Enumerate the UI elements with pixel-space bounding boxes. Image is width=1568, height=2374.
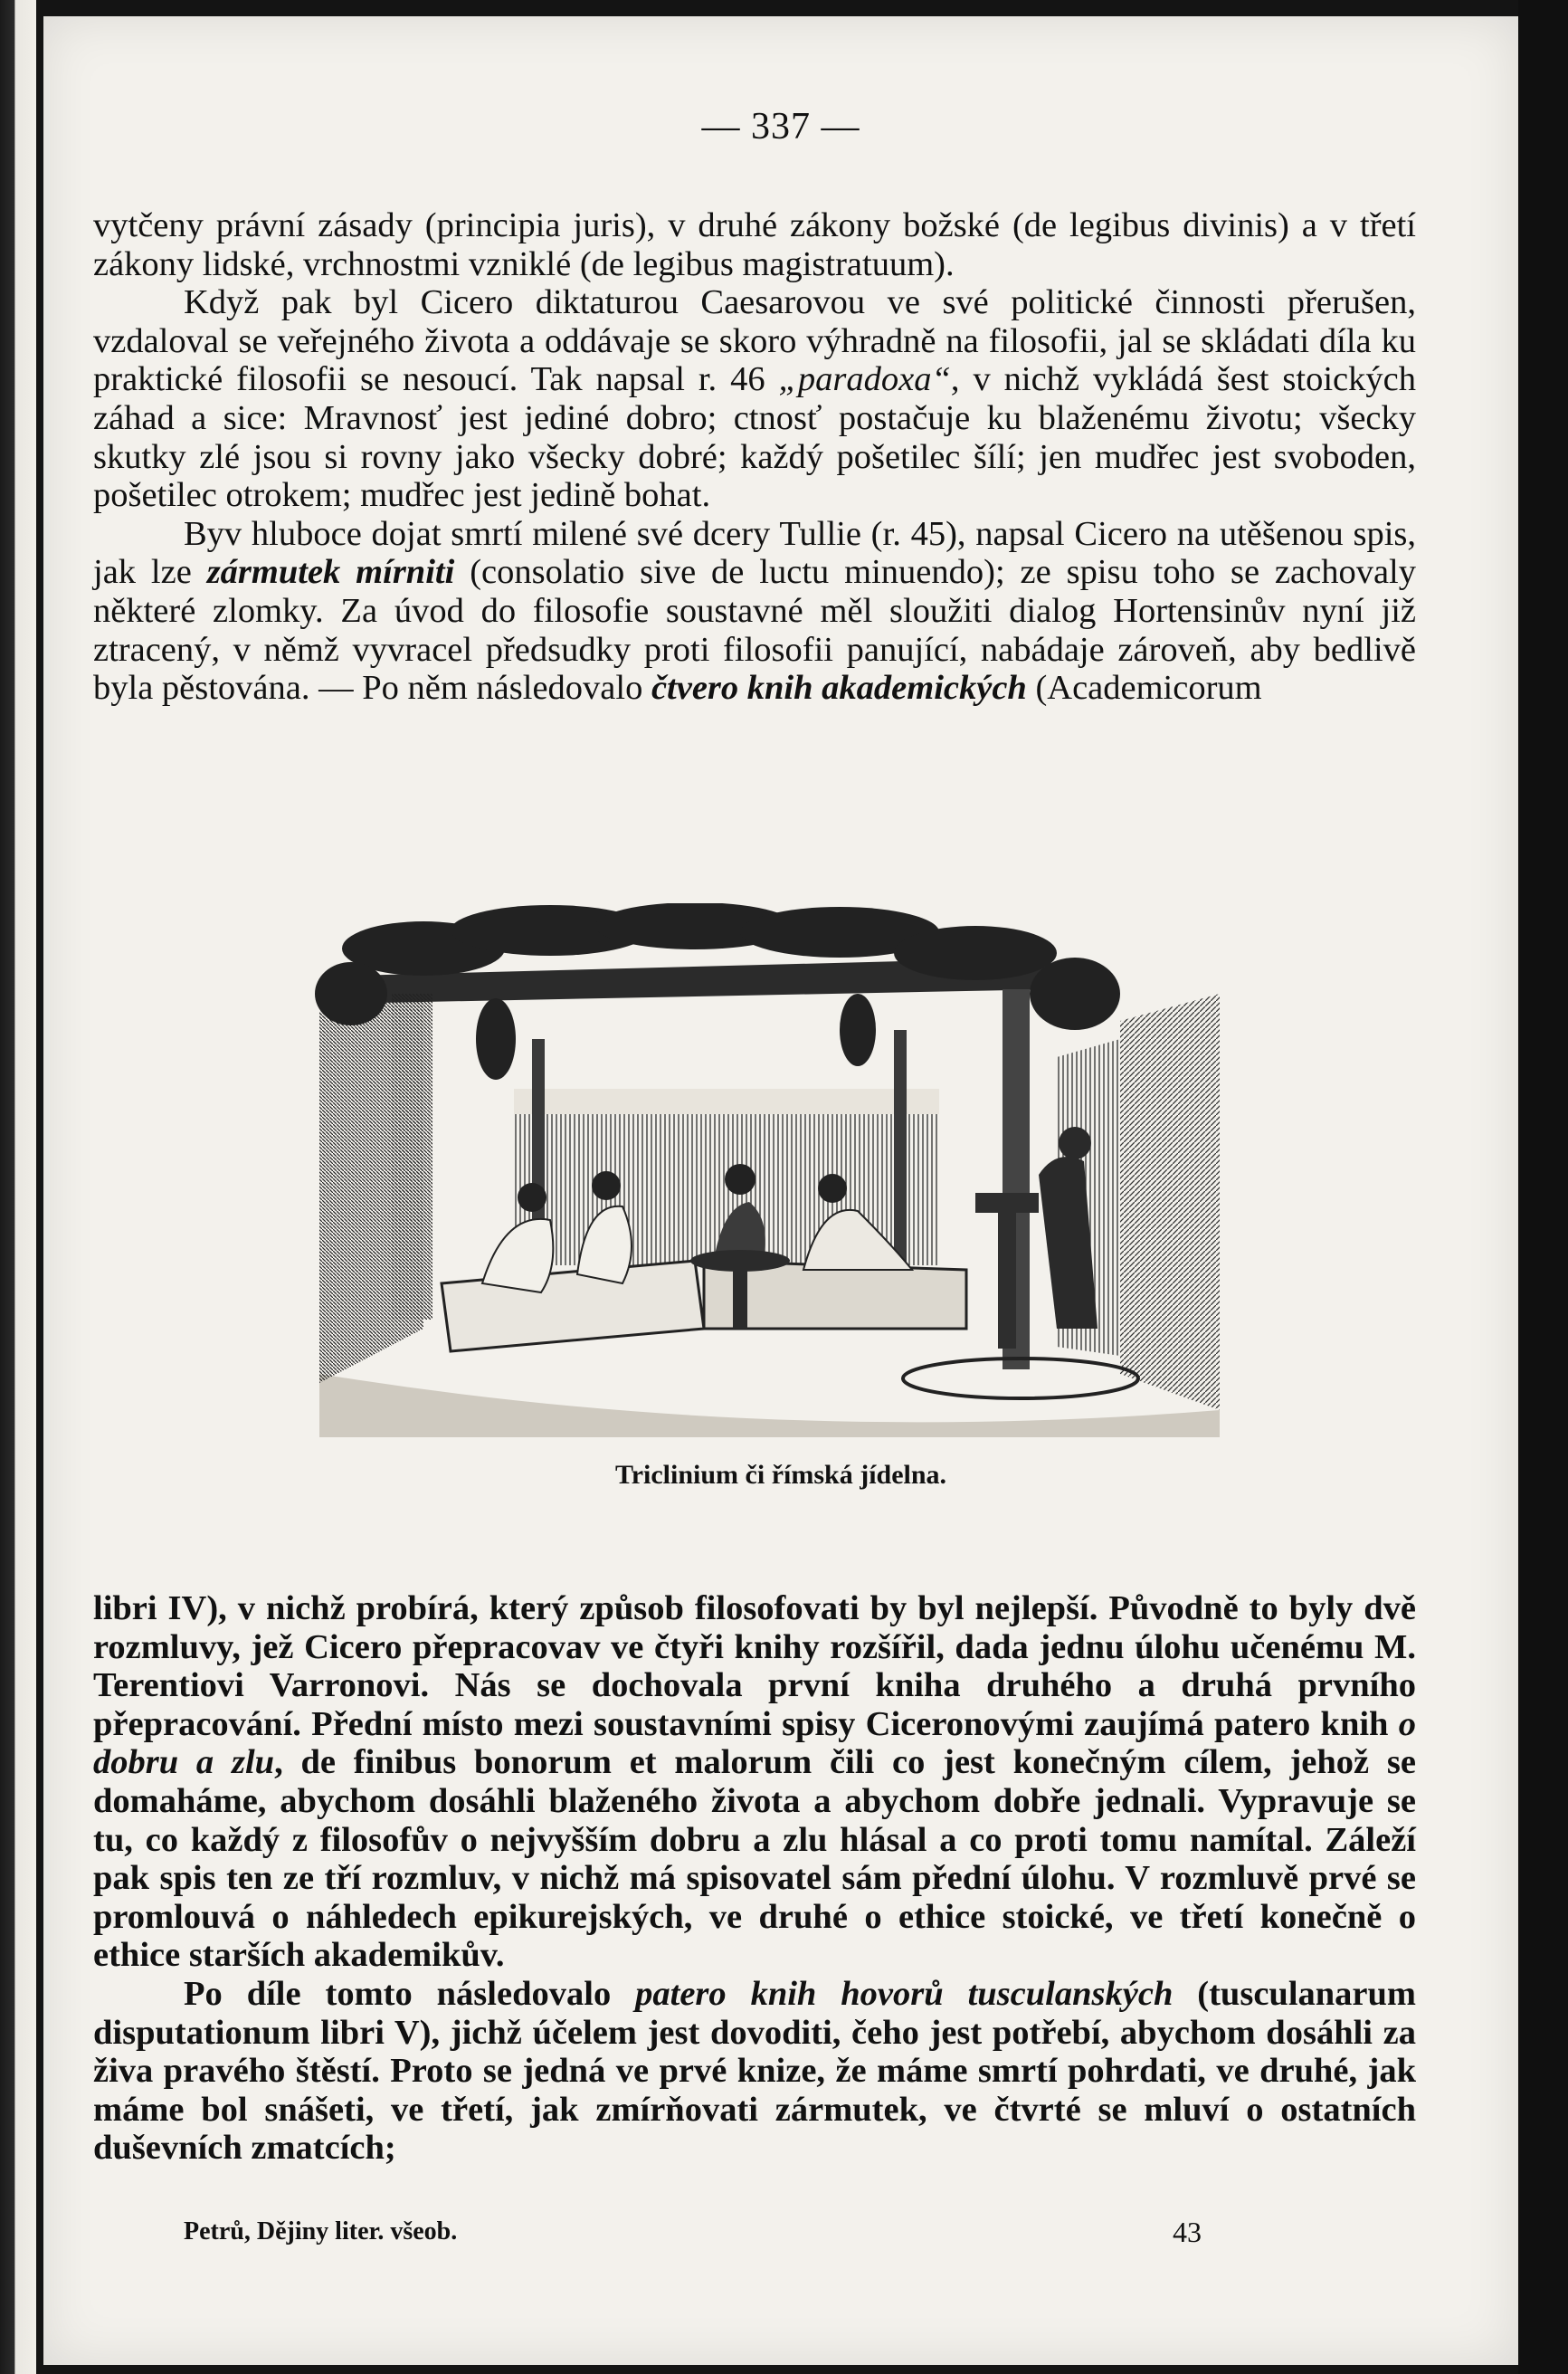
paragraph-2-text-a: Když pak byl Cicero diktaturou Caesarovou ve své politické činnosti přerušen, vzdaloval se veřejného života a oddávaje se skoro výhradně na filosofii, jal se skládati díla ku praktické filosofii se nesoucí. Tak napsal r. 46 <box>93 283 1416 399</box>
paragraph-3 <box>93 515 1416 708</box>
paragraph-1: vytčeny právní zásady (principia juris), v druhé zákony božské (de legibus divinis) a v třetí zákony lidské, vrchnostmi vzniklé (de legibus magistratuum). <box>93 206 1416 283</box>
right-scan-border <box>1518 0 1568 2374</box>
paragraph-3-text-b: (consolatio sive de luctu minuendo); ze spisu toho se zachovaly některé zlomky. Za úvod do filosofie soustavné měl sloužiti dialog Hortensinův nyní již ztracený, v němž vyvracel předsudky proti filosofii panující, nabádaje zároveň, aby bedlivě byla pěstována. — Po něm následovalo <box>93 553 1416 708</box>
sky-gap <box>514 1089 939 1114</box>
paragraph-2-text-b: , v nichž vykládá šest stoických záhad a sice: Mravnosť jest jediné dobro; ctnosť postačuje ku blaženému životu; všecky skutky zlé jsou si rovny jako všecky dobré; každý pošetilec šílí; jen mudřec jest svoboden, pošetilec otrokem; mudřec jest jedině bohat. <box>93 360 1416 515</box>
paragraph-4-text-a: libri IV), v nichž probírá, který způsob filosofovati by byl nejlepší. Původně to byly dvě rozmluvy, jež Cicero přepracovav ve čtyři knihy rozšířil, dada jednu úlohu učenému M. Terentiovi Varronovi. Nás se dochovala první kniha druhého a druhá prvního přepracování. Přední místo mezi soustavními spisy Ciceronovými zaujímá patero knih <box>93 1589 1416 1743</box>
ground <box>319 1374 1220 1437</box>
paradoxa-title: „paradoxa“ <box>778 360 951 399</box>
paragraph-5-text-b: (tusculanarum disputationum libri V), jichž účelem jest dovoditi, čeho jest potřebí, abychom dosáhli za živa pravého štěstí. Proto se jedná ve prvé knize, že máme smrtí pohrdati, ve druhé, jak máme bol snášeti, ve třetí, jak zmírňovati zármutek, ve čtvrté se mluví o ostatních duševních zmatcích; <box>93 1974 1417 2168</box>
couch-left <box>442 1261 704 1351</box>
footer-signature: Petrů, Dějiny liter. všeob. <box>184 2217 458 2245</box>
text-block-bottom <box>93 1589 1416 2168</box>
right-wall <box>1120 994 1220 1410</box>
de-finibus-title: o dobru a zlu <box>93 1704 1416 1782</box>
triclinium-illustration <box>315 903 1265 1437</box>
table-leg <box>733 1261 747 1329</box>
page-number: — 337 — <box>701 106 860 148</box>
paragraph-3-text-a: Byv hluboce dojat smrtí milené své dcery Tullie (r. 45), napsal Cicero na utěšenou spis, jak lze <box>93 514 1416 592</box>
left-page-edge <box>0 0 36 2374</box>
consolatio-title: zármutek mírniti <box>206 553 455 592</box>
text-block-top <box>93 206 1416 708</box>
left-column <box>392 994 432 1320</box>
fountain-basin <box>975 1193 1039 1213</box>
academica-title: čtvero knih akademických <box>651 669 1027 708</box>
book-page <box>43 16 1518 2365</box>
fountain-pillar <box>998 1213 1016 1349</box>
paragraph-4 <box>93 1589 1416 1975</box>
paragraph-5 <box>93 1975 1416 2168</box>
paragraph-3-text-c: (Academicorum <box>1026 669 1262 708</box>
servant-head <box>1059 1127 1091 1159</box>
footer-sheet-number: 43 <box>1173 2216 1202 2248</box>
paragraph-2 <box>93 283 1416 515</box>
tusculanae-title: patero knih hovorů tusculanských <box>635 1974 1174 2013</box>
paragraph-4-text-b: , de finibus bonorum et malorum čili co jest konečným cílem, jehož se domaháme, abychom dosáhli blaženého života a abychom dobře jednali. Vypravuje se tu, co každý z filosofův o nejvyšším dobru a zlu hlásal a co proti tomu namítal. Záleží pak spis ten ze tří rozmluv, v nichž má spisovatel sám přední úlohu. V rozmluvě prvé se promlouvá o náhledech epikurejských, ve druhé o ethice stoické, ve třetí konečně o ethice starších akademikův. <box>93 1743 1416 1975</box>
paragraph-5-text-a: Po díle tomto následovalo <box>184 1974 636 2013</box>
figure-caption: Triclinium či římská jídelna. <box>614 1460 947 1490</box>
